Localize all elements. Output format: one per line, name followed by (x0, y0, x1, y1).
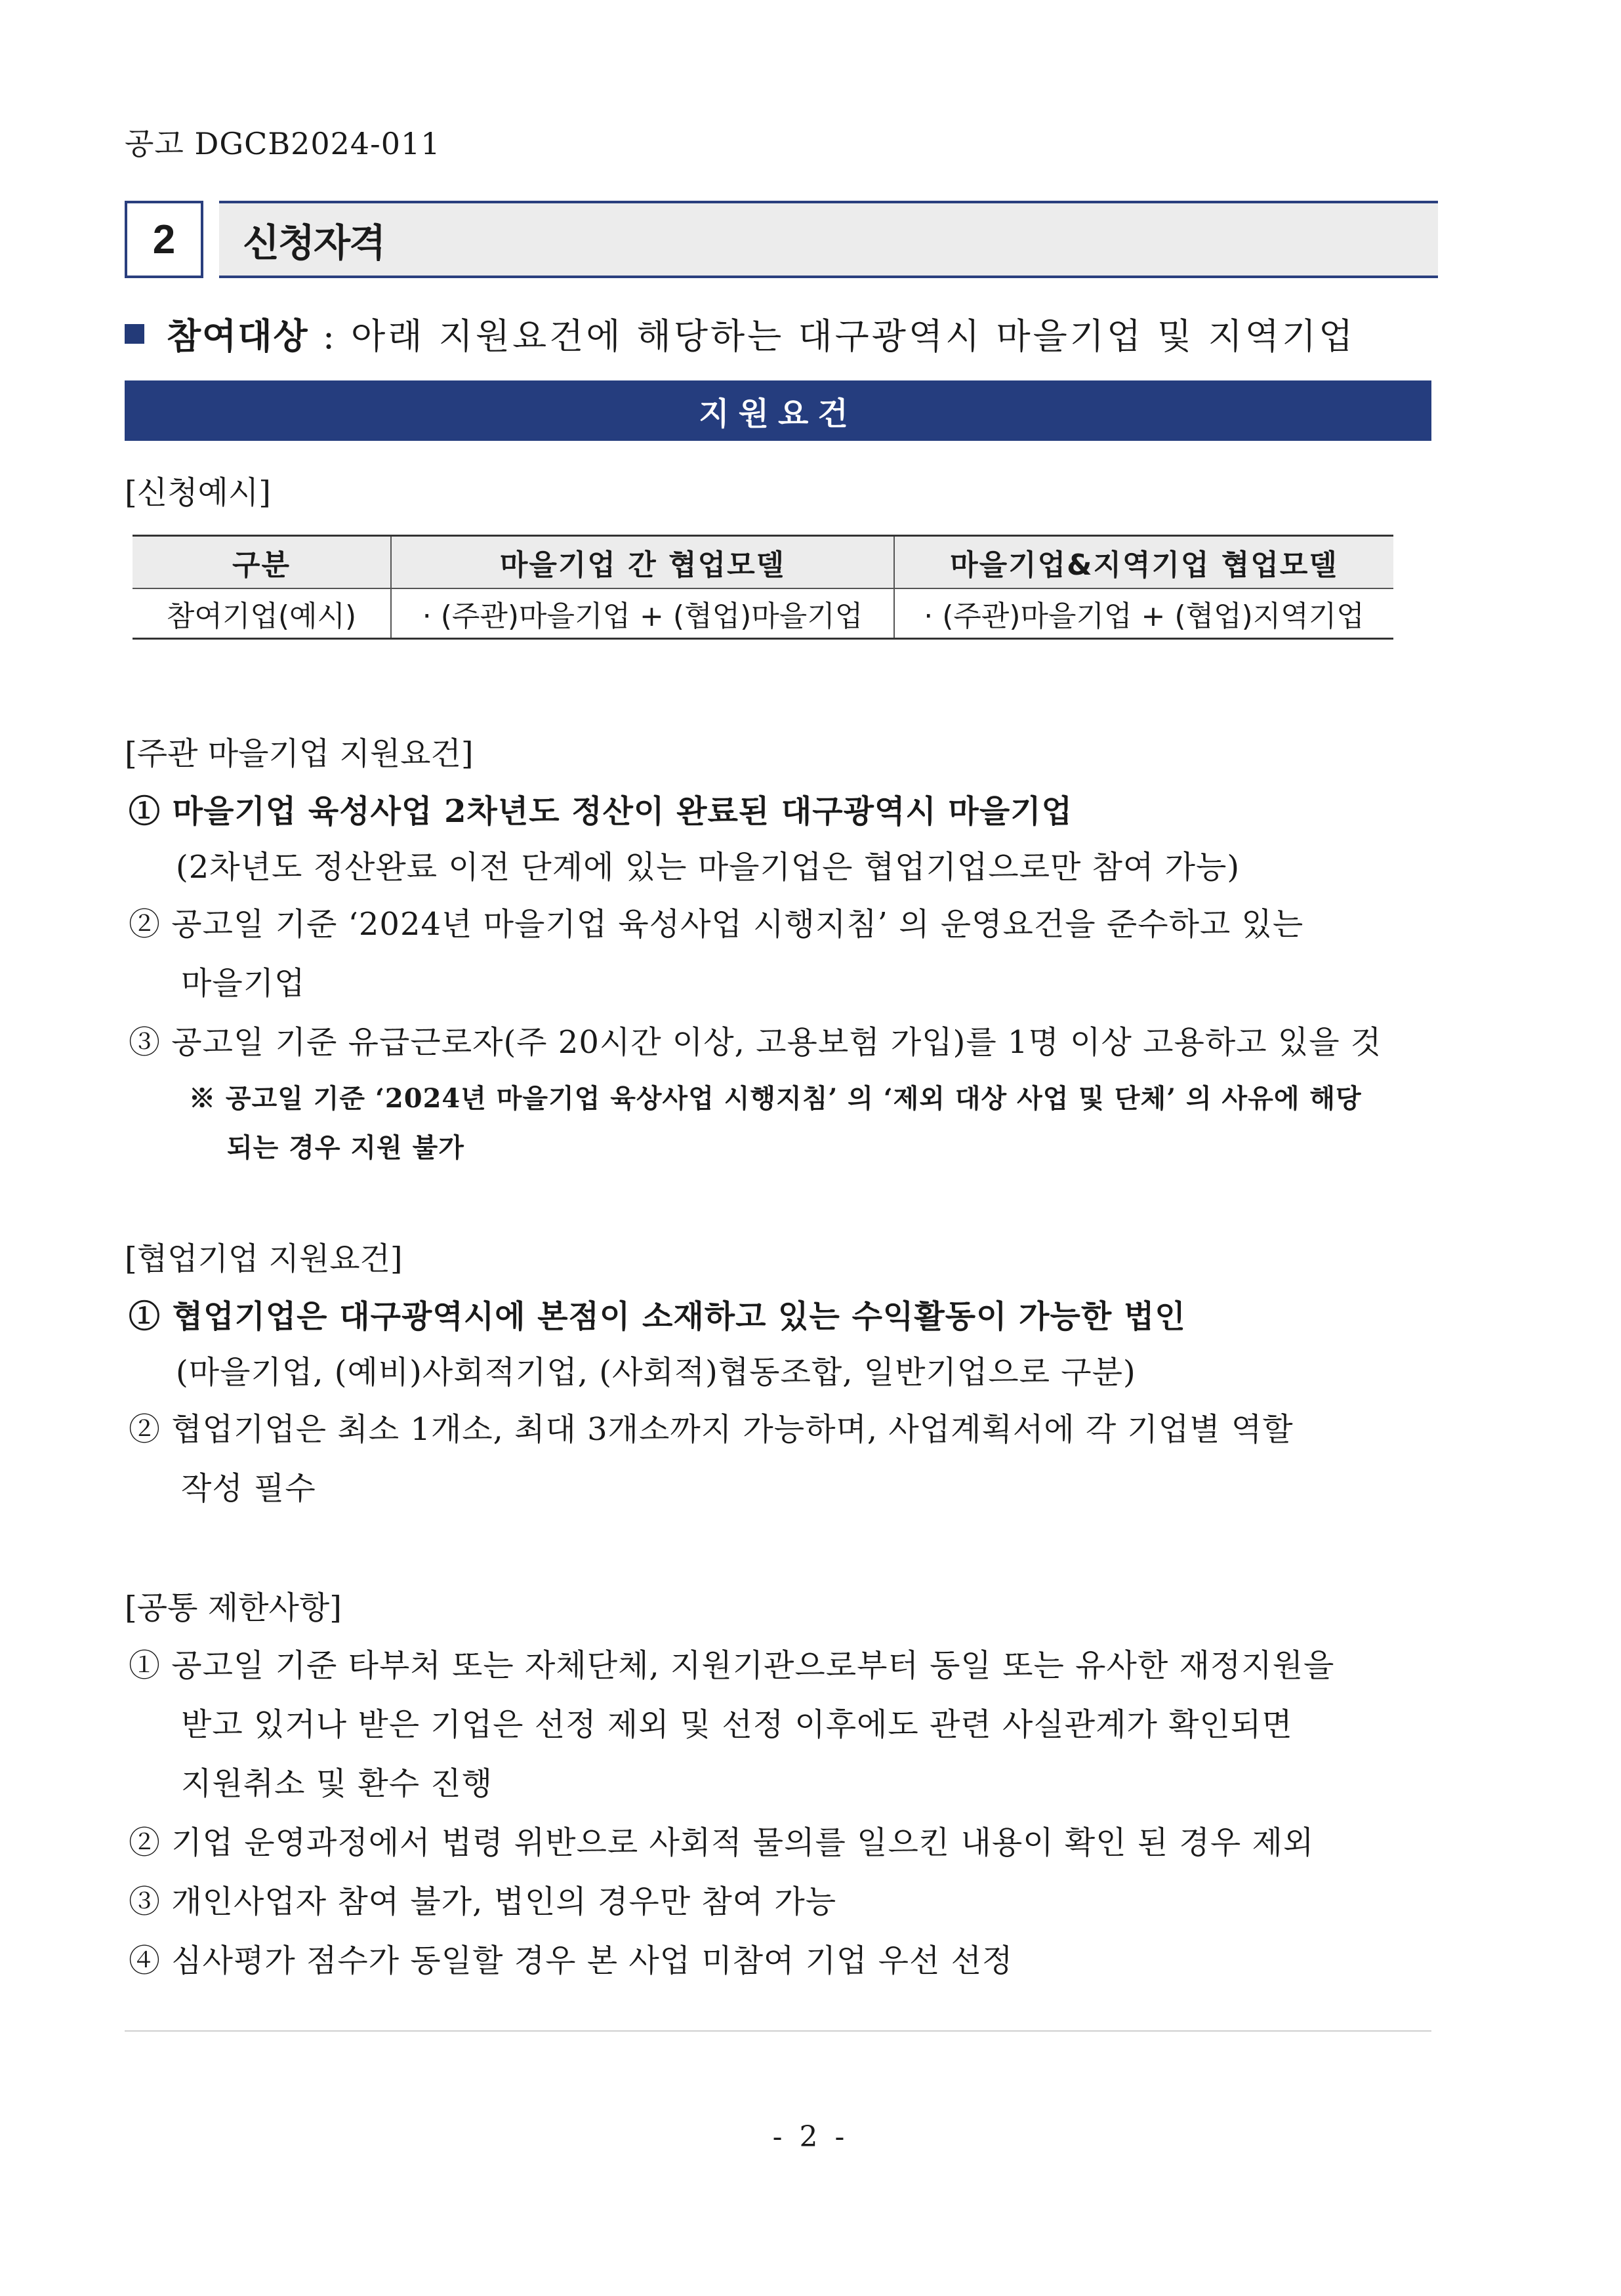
target-label: 참여대상 (167, 316, 309, 357)
host-item-2-cont: 마을기업 (181, 965, 306, 1002)
host-note-cont: 되는 경우 지원 불가 (227, 1132, 464, 1163)
square-bullet-icon (125, 324, 144, 344)
common-item-1-cont: 지원취소 및 환수 진행 (181, 1765, 493, 1802)
host-item-2: ② 공고일 기준 ‘2024년 마을기업 육성사업 시행지침’ 의 운영요건을 준수하고 있는 (129, 906, 1304, 943)
document-code: 공고 DGCB2024-011 (125, 126, 441, 161)
common-item-3: ③ 개인사업자 참여 불가, 법인의 경우만 참여 가능 (129, 1883, 837, 1920)
section-title (219, 201, 1438, 278)
common-item-1: ① 공고일 기준 타부처 또는 자체단체, 지원기관으로부터 동일 또는 유사한 재정지원을 (129, 1647, 1335, 1684)
section-title-text: 신청자격 (243, 220, 385, 265)
table-cell: 참여기업(예시) (133, 588, 391, 639)
collab-item-1-sub: (마을기업, (예비)사회적기업, (사회적)협동조합, 일반기업으로 구분) (176, 1354, 1136, 1391)
table-header-cell: 마을기업&지역기업 협업모델 (894, 536, 1393, 589)
table-header-row (133, 536, 1393, 589)
example-label: [신청예시] (125, 474, 271, 511)
table-cell: · (주관)마을기업 + (협업)지역기업 (894, 588, 1393, 639)
table-header-cell: 구분 (133, 536, 391, 589)
collab-item-1: ① 협업기업은 대구광역시에 본점이 소재하고 있는 수익활동이 가능한 법인 (129, 1298, 1186, 1335)
host-note: ※ 공고일 기준 ‘2024년 마을기업 육상사업 시행지침’ 의 ‘제외 대상 사업 및 단체’ 의 사유에 해당 (189, 1083, 1362, 1114)
footer-divider (125, 2030, 1431, 2032)
common-item-4: ④ 심사평가 점수가 동일할 경우 본 사업 미참여 기업 우선 선정 (129, 1942, 1014, 1979)
common-item-2: ② 기업 운영과정에서 법령 위반으로 사회적 물의를 일으킨 내용이 확인 된 경우 제외 (129, 1824, 1315, 1861)
common-restrictions-heading: [공통 제한사항] (125, 1589, 342, 1626)
host-requirements-heading: [주관 마을기업 지원요건] (125, 735, 474, 772)
requirements-banner: 지원요건 (125, 380, 1431, 441)
table-header-cell: 마을기업 간 협업모델 (391, 536, 894, 589)
host-item-1-sub: (2차년도 정산완료 이전 단계에 있는 마을기업은 협업기업으로만 참여 가능) (176, 849, 1241, 886)
host-item-3: ③ 공고일 기준 유급근로자(주 20시간 이상, 고용보험 가입)를 1명 이상 고용하고 있을 것 (129, 1024, 1382, 1061)
target-text: : 아래 지원요건에 해당하는 대구광역시 마을기업 및 지역기업 (308, 316, 1356, 357)
section-number: 2 (125, 201, 203, 278)
collab-item-2-cont: 작성 필수 (181, 1470, 316, 1507)
example-table (133, 535, 1393, 640)
table-row (133, 588, 1393, 639)
collab-requirements-heading: [협업기업 지원요건] (125, 1240, 403, 1277)
collab-item-2: ② 협업기업은 최소 1개소, 최대 3개소까지 가능하며, 사업계획서에 각 기업별 역할 (129, 1411, 1294, 1448)
common-item-1-cont: 받고 있거나 받은 기업은 선정 제외 및 선정 이후에도 관련 사실관계가 확인되면 (181, 1706, 1293, 1743)
host-item-1: ① 마을기업 육성사업 2차년도 정산이 완료된 대구광역시 마을기업 (129, 793, 1073, 830)
participation-target (125, 308, 1355, 359)
page-number: - 2 - (772, 2120, 849, 2154)
table-cell: · (주관)마을기업 + (협업)마을기업 (391, 588, 894, 639)
